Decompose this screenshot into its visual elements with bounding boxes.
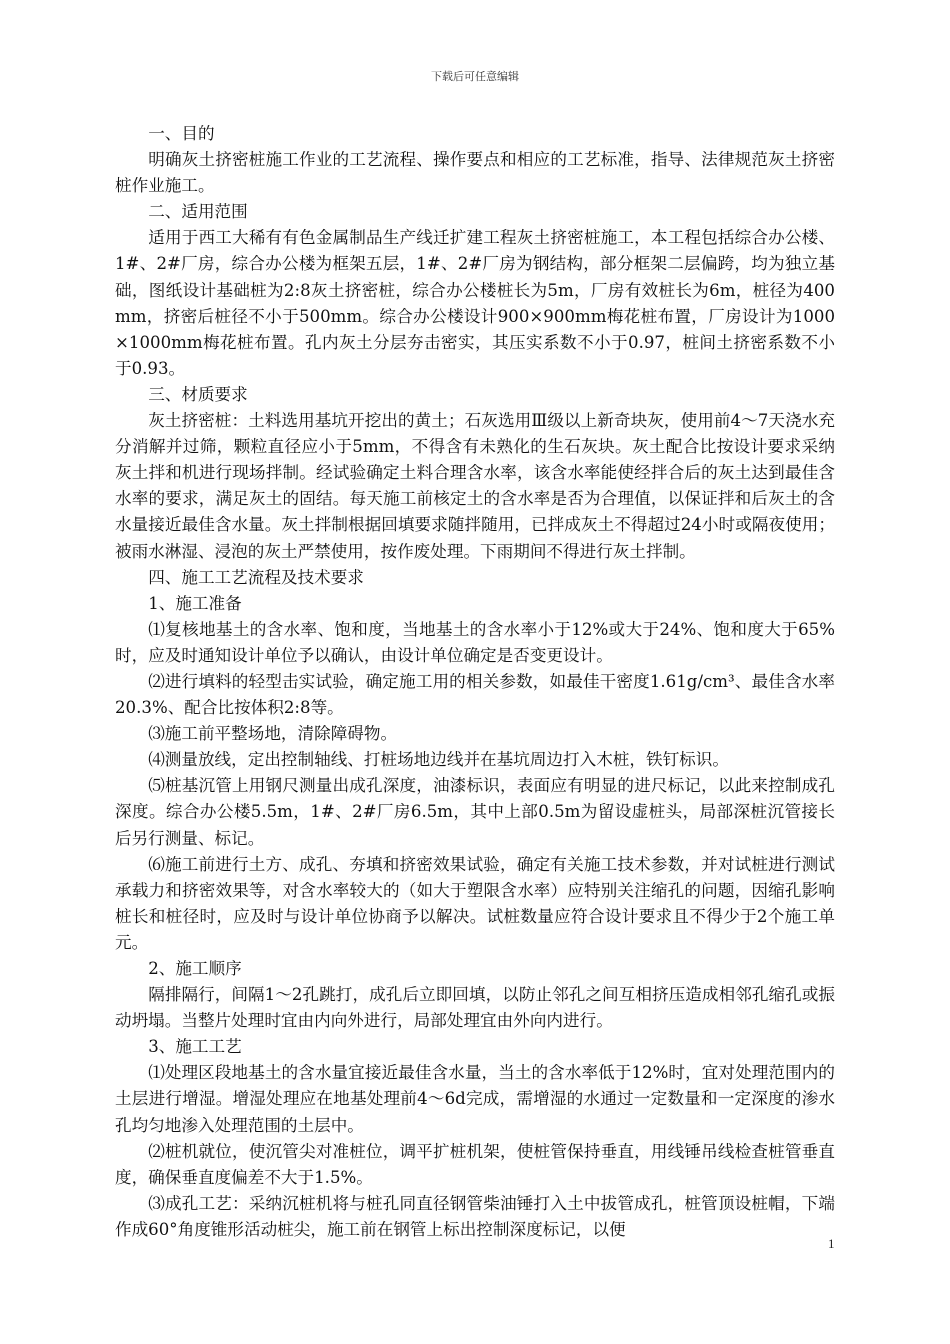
list-item: ⑷测量放线，定出控制轴线、打桩场地边线并在基坑周边打入木桩，铁钉标识。 [148,750,729,770]
heading-process: 四、施工工艺流程及技术要求 [148,567,364,587]
paragraph: 灰土挤密桩：土料选用基坑开挖出的黄土；石灰选用Ⅲ级以上新奇块灰，使用前4～7天浇水充分消解并过筛，颗粒直径应小于5mm，不得含有未熟化的生石灰块。灰土配合比按设计要求采纳灰土拌和机进行现场拌制。经试验确定土料合理含水率，该含水率能使经拌合后的灰土达到最佳含水率的要求，满足灰土的固结。每天施工前核定土的含水率是否为合理值，以保证拌和后灰土的含水量接近最佳含水量。灰土拌制根据回填要求随拌随用，已拌成灰土不得超过24小时或隔夜使用；被雨水淋湿、浸泡的灰土严禁使用，按作废处理。下雨期间不得进行灰土拌制。 [115,411,835,561]
list-item: ⑶成孔工艺：采纳沉桩机将与桩孔同直径钢管柴油锤打入土中拔管成孔，桩管顶设桩帽，下端作成60°角度锥形活动桩尖，施工前在钢管上标出控制深度标记，以便 [115,1193,835,1239]
list-item: ⑴复核地基土的含水率、饱和度，当地基土的含水率小于12%或大于24%、饱和度大于65%时，应及时通知设计单位予以确认，由设计单位确定是否变更设计。 [115,619,835,665]
paragraph: 明确灰土挤密桩施工作业的工艺流程、操作要点和相应的工艺标准，指导、法律规范灰土挤密桩作业施工。 [115,150,835,196]
page-header-note: 下载后可任意编辑 [431,70,519,83]
list-item: ⑵进行填料的轻型击实试验，确定施工用的相关参数，如最佳干密度1.61g/cm³、最佳含水率20.3%、配合比按体积2:8等。 [115,671,835,718]
list-item: ⑶施工前平整场地，清除障碍物。 [148,724,398,744]
document-body [115,121,835,1243]
list-item: ⑸桩基沉管上用钢尺测量出成孔深度，油漆标识，表面应有明显的进尺标记，以此来控制成孔深度。综合办公楼5.5m，1#、2#厂房6.5m，其中上部0.5m为留设虚桩头，局部深桩沉管接长后另行测量、标记。 [115,776,835,848]
subheading-technique: 3、施工工艺 [148,1037,242,1057]
heading-materials: 三、材质要求 [148,384,248,404]
subheading-preparation: 1、施工准备 [148,593,242,613]
paragraph: 适用于西工大稀有有色金属制品生产线迁扩建工程灰土挤密桩施工，本工程包括综合办公楼、1#、2#厂房，综合办公楼为框架五层，1#、2#厂房为钢结构，部分框架二层偏跨，均为独立基础，图纸设计基础桩为2:8灰土挤密桩，综合办公楼桩长为5m，厂房有效桩长为6m，桩径为400mm，挤密后桩径不小于500mm。综合办公楼设计900×900mm梅花桩布置，厂房设计为1000×1000mm梅花桩布置。孔内灰土分层夯击密实，其压实系数不小于0.97，桩间土挤密系数不小于0.93。 [115,228,835,378]
list-item: ⑴处理区段地基土的含水量宜接近最佳含水量，当土的含水率低于12%时，宜对处理范围内的土层进行增湿。增湿处理应在地基处理前4～6d完成，需增湿的水通过一定数量和一定深度的渗水孔均匀地渗入处理范围的土层中。 [115,1063,835,1135]
list-item: ⑹施工前进行土方、成孔、夯填和挤密效果试验，确定有关施工技术参数，并对试桩进行测试承载力和挤密效果等，对含水率较大的（如大于塑限含水率）应特别关注缩孔的问题，因缩孔影响桩长和桩径时，应及时与设计单位协商予以解决。试桩数量应符合设计要求且不得少于2个施工单元。 [115,854,835,952]
heading-scope: 二、适用范围 [148,202,248,222]
page-number: 1 [828,1236,835,1251]
paragraph: 隔排隔行，间隔1～2孔跳打，成孔后立即回填，以防止邻孔之间互相挤压造成相邻孔缩孔或振动坍塌。当整片处理时宜由内向外进行，局部处理宜由外向内进行。 [115,985,835,1031]
subheading-sequence: 2、施工顺序 [148,959,242,978]
heading-purpose: 一、目的 [148,124,215,143]
list-item: ⑵桩机就位，使沉管尖对准桩位，调平扩桩机架，使桩管保持垂直，用线锤吊线检查桩管垂直度，确保垂直度偏差不大于1.5%。 [115,1141,835,1187]
